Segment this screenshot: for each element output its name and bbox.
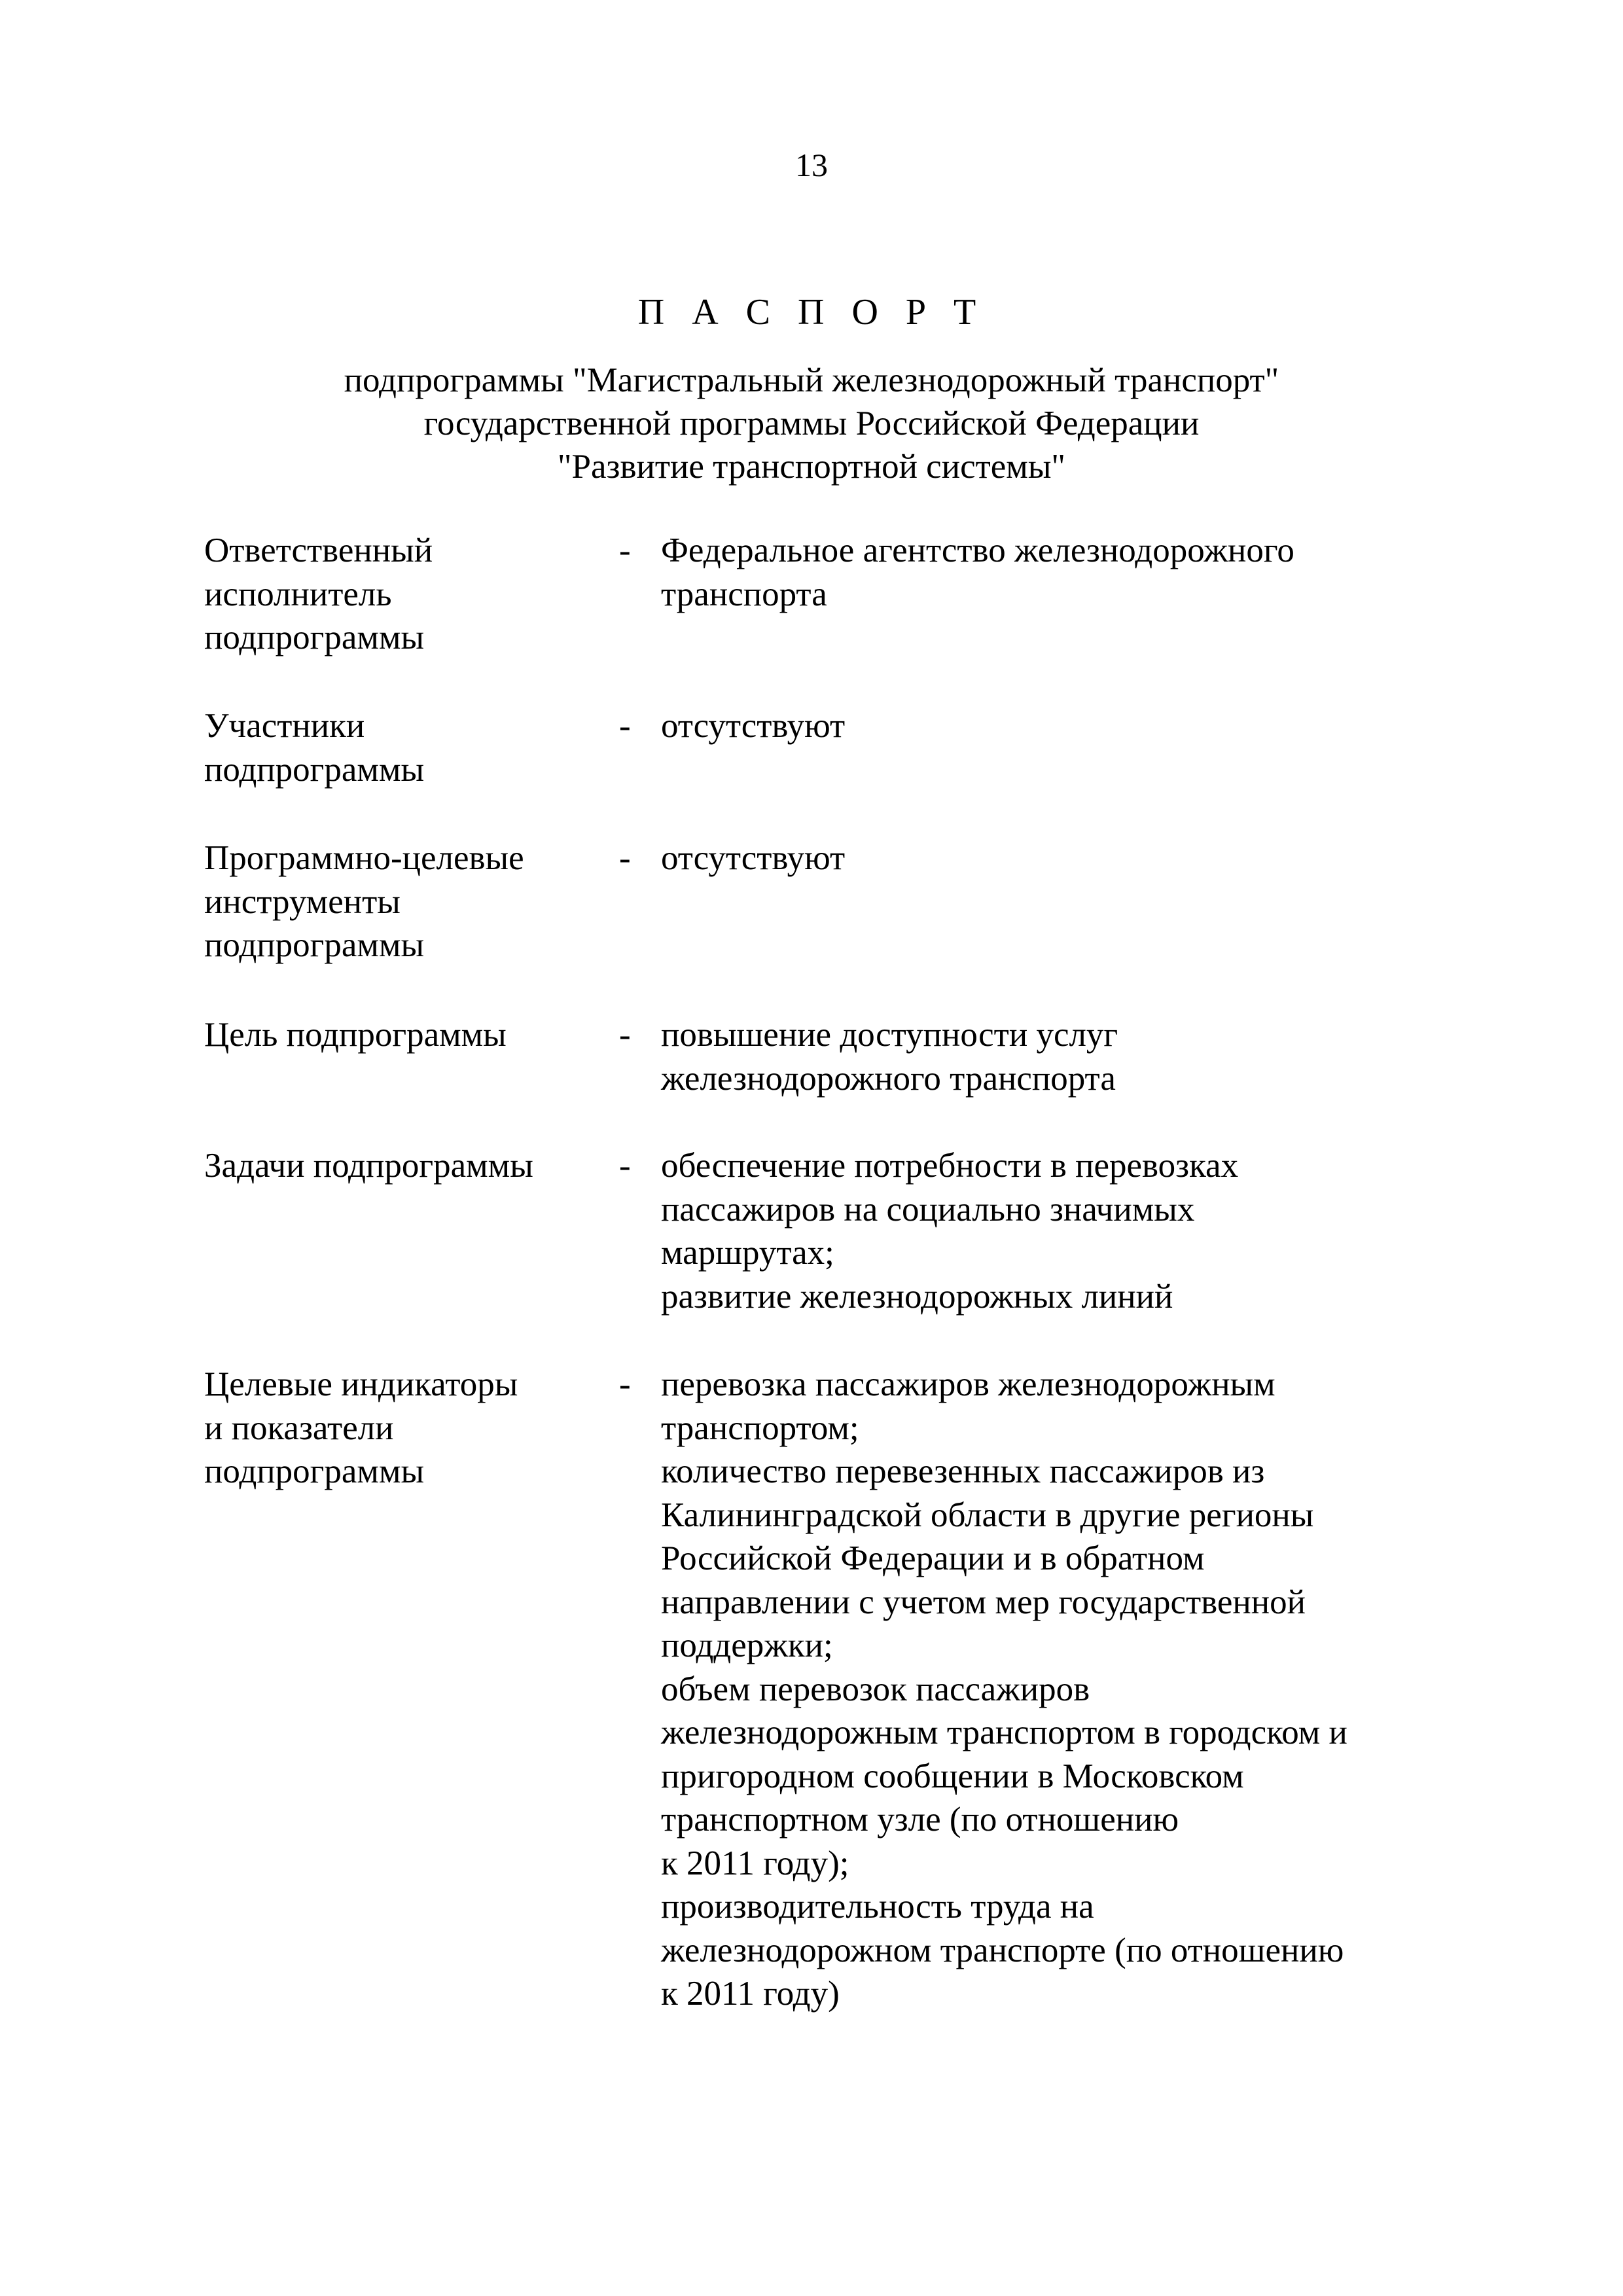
row-dash: - [619,1016,631,1054]
row-label: Участники подпрограммы [204,707,425,789]
row-dash: - [619,1147,631,1185]
document-subtitle [0,359,1623,488]
row-value: повышение доступности услуг железнодорожного транспорта [661,1016,1118,1098]
subtitle-line: государственной программы Российской Федерации [423,404,1200,442]
page-number: 13 [795,147,828,183]
document-title: П А С П О Р Т [637,292,986,332]
row-value: отсутствуют [661,839,846,877]
row-value: Федеральное агентство железнодорожного транспорта [661,531,1294,613]
row-label: Целевые индикаторы и показатели подпрограммы [204,1365,518,1490]
row-dash: - [619,839,631,877]
row-value: обеспечение потребности в перевозках пассажиров на социально значимых маршрутах; развитие железнодорожных линий [661,1147,1239,1316]
row-label: Ответственный исполнитель подпрограммы [204,531,433,656]
subtitle-line: "Развитие транспортной системы" [557,448,1066,486]
row-dash: - [619,531,631,569]
subtitle-line: подпрограммы "Магистральный железнодорожный транспорт" [344,361,1279,399]
row-value: отсутствуют [661,707,846,745]
row-label: Задачи подпрограммы [204,1147,533,1185]
row-value: перевозка пассажиров железнодорожным транспортом; количество перевезенных пассажиров из Калининградской области в другие регионы Российской Федерации и в обратном направлении с учетом мер государственной поддержки; объем перевозок пассажиров железнодорожным транспортом в городском и пригородном сообщении в Московском транспортном узле (по отношению к 2011 году); производительность труда на железнодорожном транспорте (по отношению к 2011 году) [661,1365,1347,2013]
row-dash: - [619,707,631,745]
row-label: Цель подпрограммы [204,1016,507,1054]
row-label: Программно-целевые инструменты подпрограммы [204,839,524,964]
row-dash: - [619,1365,631,1403]
